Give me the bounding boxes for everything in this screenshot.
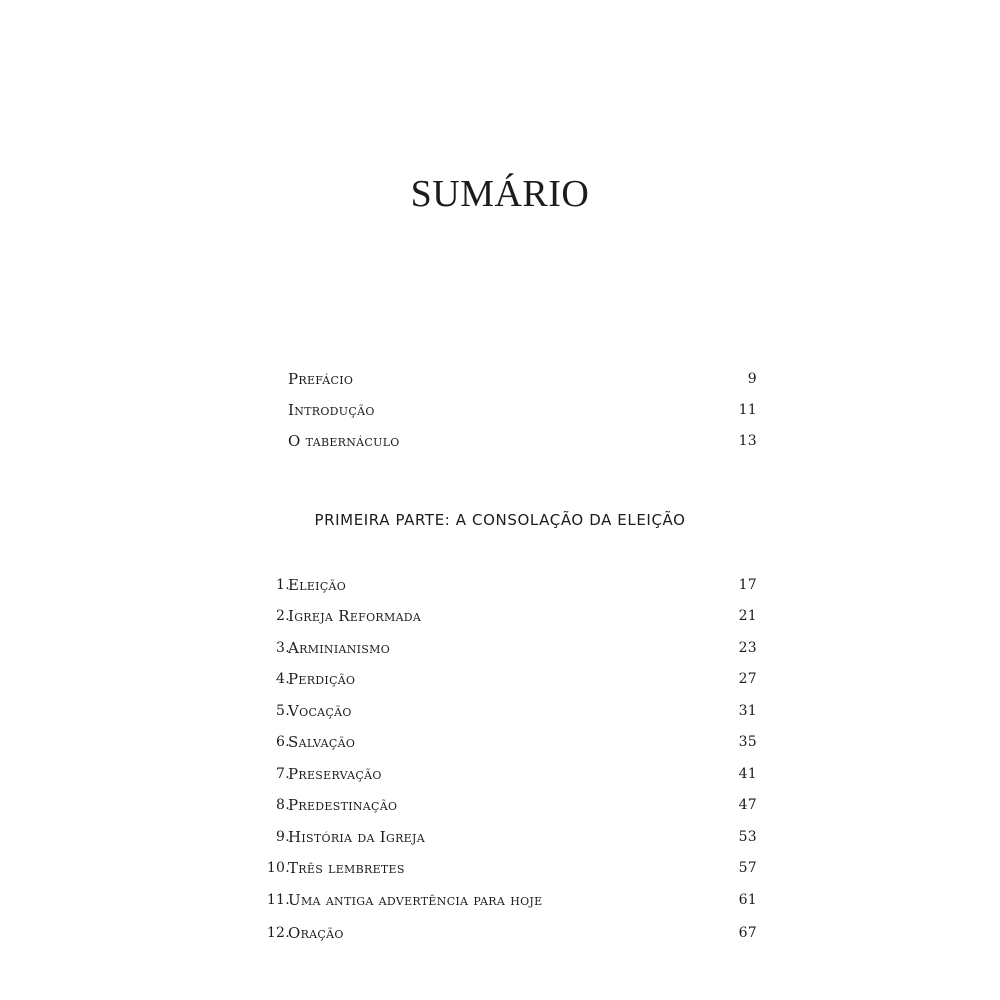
toc-entry-label: Introdução: [288, 401, 375, 419]
toc-chapter-row: [0, 793, 1000, 817]
toc-chapter-label: Igreja Reformada: [288, 607, 422, 625]
toc-chapter-label: Salvação: [288, 733, 356, 751]
toc-entry-label: O tabernáculo: [288, 432, 400, 450]
toc-entry-tabernacle: [0, 429, 1000, 453]
toc-chapter-row: [0, 888, 1000, 912]
toc-chapter-number: 6.: [276, 734, 290, 750]
toc-chapter-label: História da Igreja: [288, 828, 425, 846]
toc-chapter-page: 47: [738, 797, 757, 813]
toc-chapter-page: 61: [738, 892, 757, 908]
toc-chapter-label: Perdição: [288, 670, 356, 688]
toc-chapter-row: [0, 856, 1000, 880]
toc-chapter-page: 41: [738, 766, 757, 782]
toc-chapter-page: 53: [738, 829, 757, 845]
toc-chapter-row: [0, 636, 1000, 660]
toc-chapter-row: [0, 573, 1000, 597]
toc-chapter-number: 3.: [276, 640, 290, 656]
toc-chapter-label: Eleição: [288, 576, 347, 594]
toc-entry-page: 9: [747, 371, 757, 387]
toc-chapter-label: Três lembretes: [288, 859, 405, 877]
toc-chapter-number: 5.: [276, 703, 290, 719]
toc-chapter-row: [0, 604, 1000, 628]
toc-chapter-page: 31: [738, 703, 757, 719]
page-title: SUMÁRIO: [410, 173, 590, 215]
toc-chapter-row: [0, 699, 1000, 723]
toc-chapter-number: 2.: [276, 608, 290, 624]
toc-chapter-number: 9.: [276, 829, 290, 845]
toc-chapter-label: Vocação: [288, 702, 352, 720]
toc-chapter-number: 11.: [266, 892, 290, 908]
toc-chapter-label: Preservação: [288, 765, 382, 783]
toc-chapter-page: 17: [738, 577, 757, 593]
toc-chapter-label: Arminianismo: [288, 639, 391, 657]
toc-chapter-number: 7.: [276, 766, 290, 782]
toc-entry-preface: [0, 367, 1000, 391]
toc-chapter-row: [0, 762, 1000, 786]
toc-chapter-label: Uma antiga advertência para hoje: [288, 891, 543, 909]
toc-entry-label: Prefácio: [288, 370, 354, 388]
toc-chapter-page: 67: [738, 925, 757, 941]
toc-chapter-number: 10.: [266, 860, 290, 876]
toc-chapter-row: [0, 921, 1000, 945]
toc-chapter-row: [0, 825, 1000, 849]
toc-chapter-number: 8.: [276, 797, 290, 813]
toc-chapter-row: [0, 730, 1000, 754]
part-heading: PRIMEIRA PARTE: A CONSOLAÇÃO DA ELEIÇÃO: [314, 511, 686, 529]
toc-entry-page: 13: [738, 433, 757, 449]
toc-chapter-number: 1.: [276, 577, 290, 593]
toc-chapter-row: [0, 667, 1000, 691]
toc-chapter-number: 4.: [276, 671, 290, 687]
toc-chapter-page: 27: [738, 671, 757, 687]
toc-chapter-page: 35: [738, 734, 757, 750]
toc-entry-page: 11: [738, 402, 757, 418]
toc-chapter-page: 21: [738, 608, 757, 624]
toc-chapter-label: Predestinação: [288, 796, 398, 814]
toc-chapter-page: 57: [738, 860, 757, 876]
toc-chapter-label: Oração: [288, 924, 344, 942]
toc-entry-introduction: [0, 398, 1000, 422]
toc-chapter-number: 12.: [266, 925, 290, 941]
toc-chapter-page: 23: [738, 640, 757, 656]
